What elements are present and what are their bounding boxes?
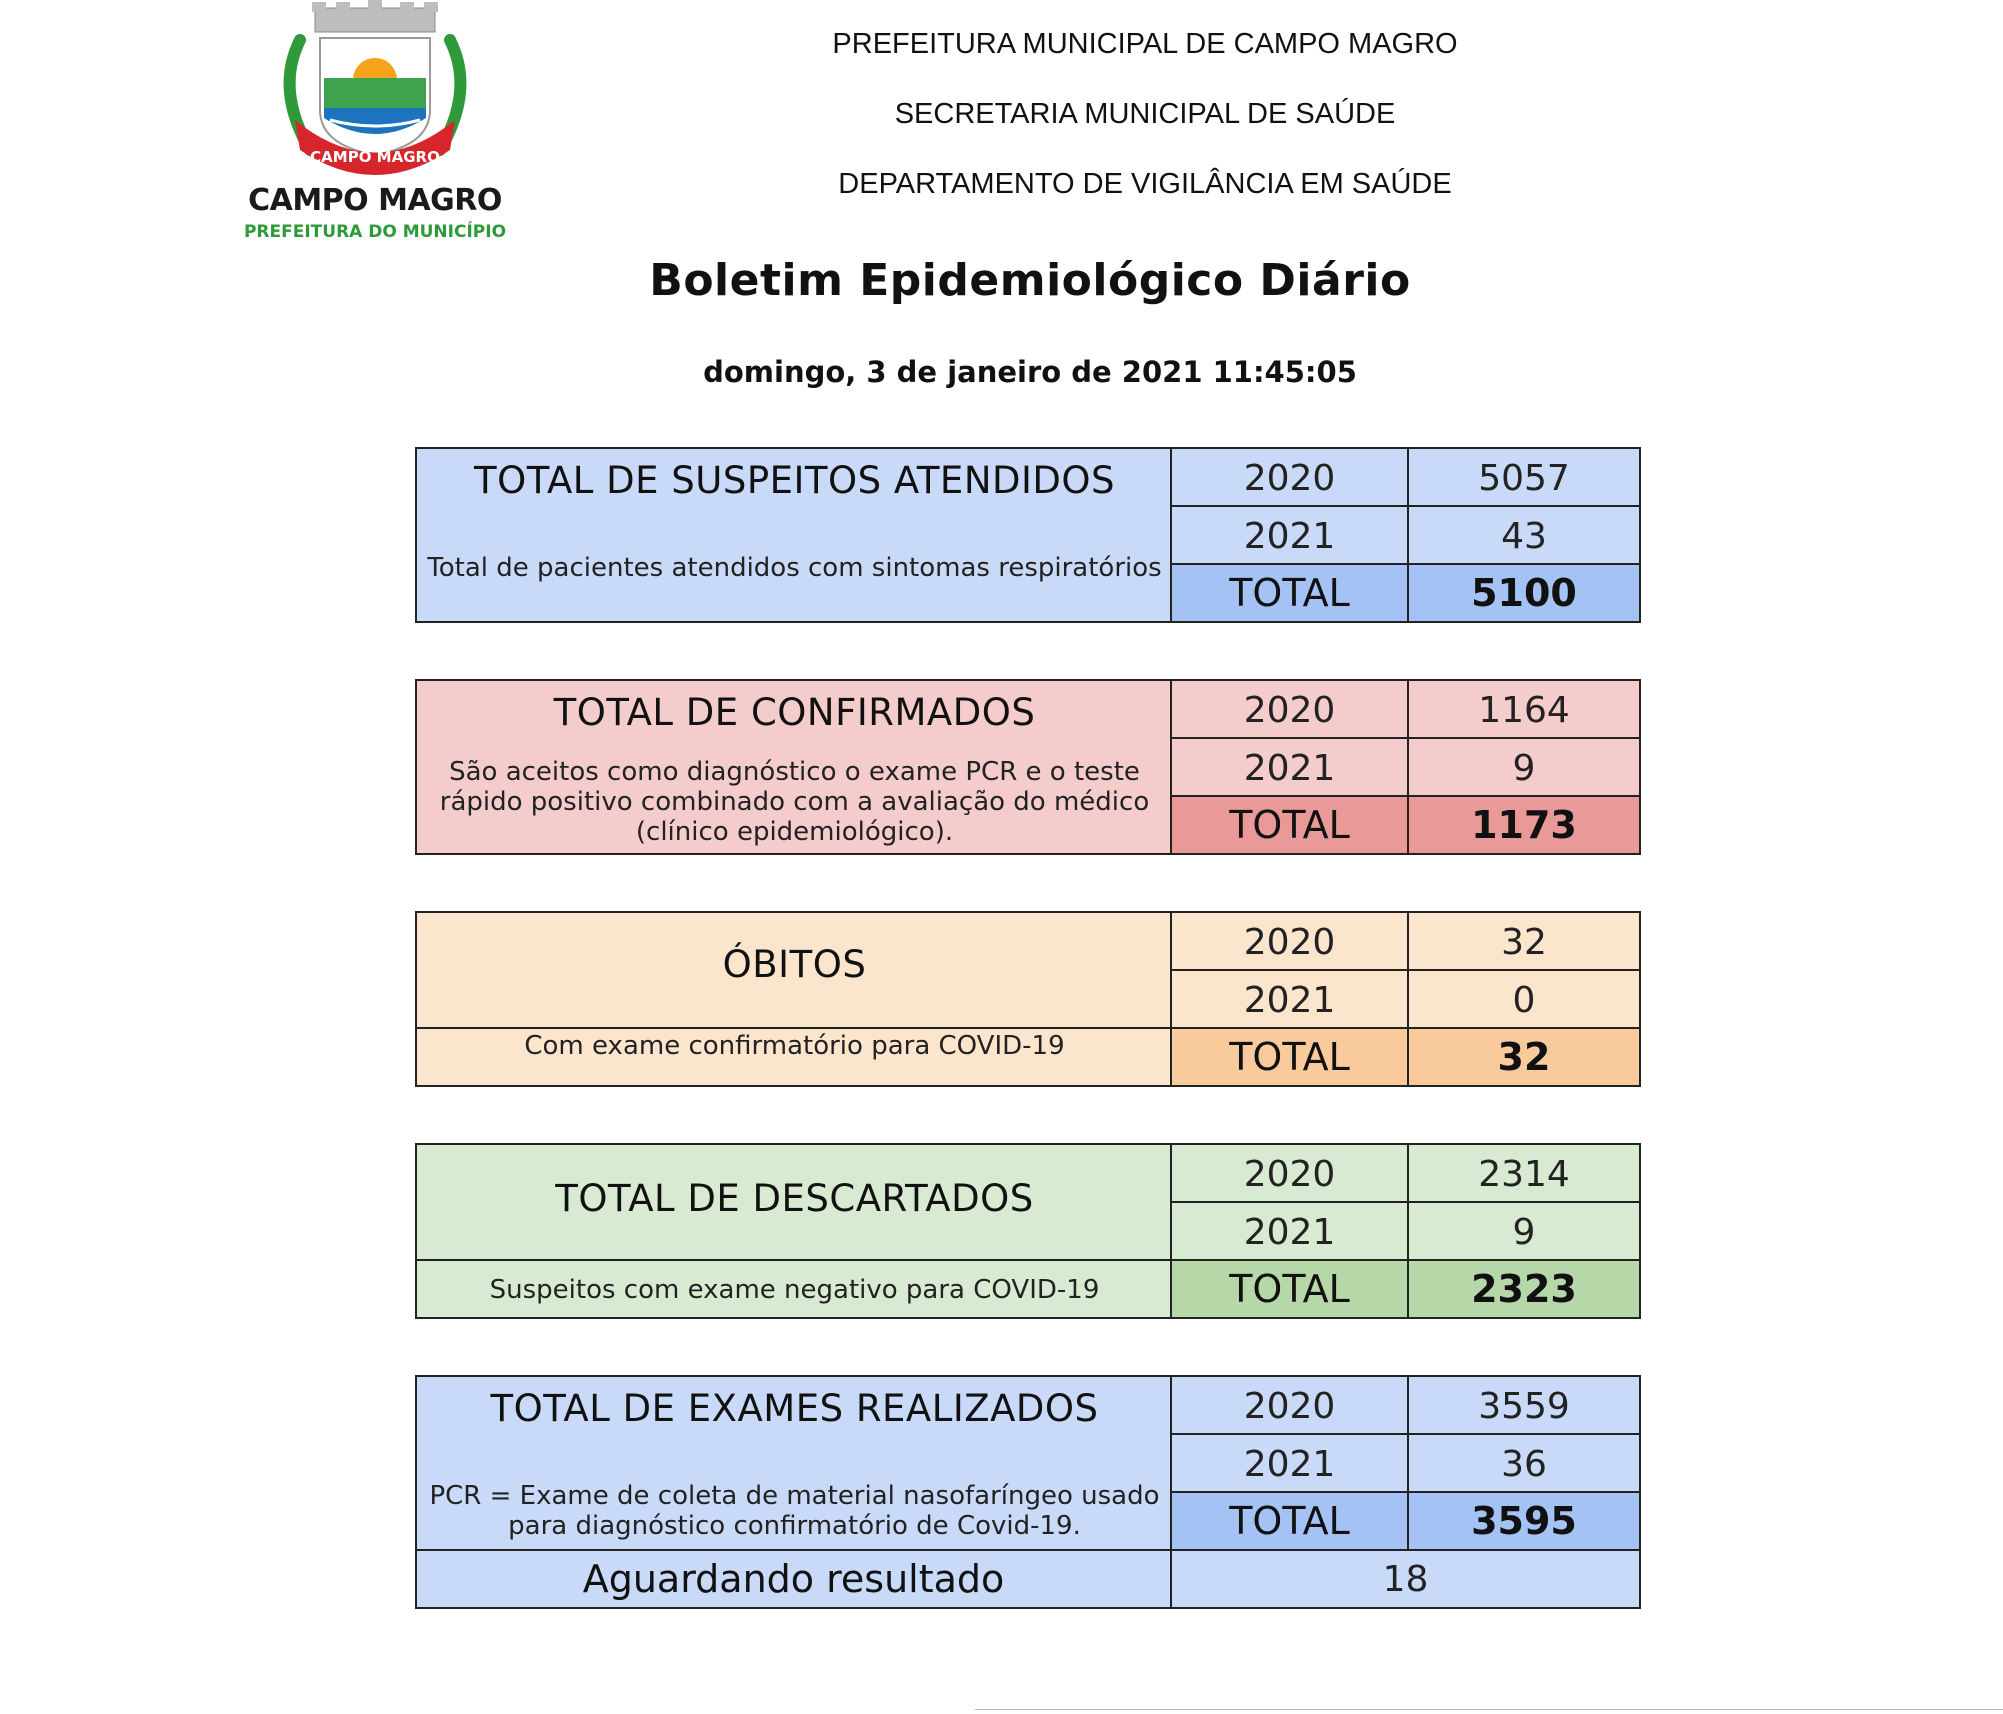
suspeitos-table xyxy=(415,447,1641,623)
descartados-total-value: 2323 xyxy=(1407,1261,1639,1317)
obitos-total-value: 32 xyxy=(1407,1029,1639,1085)
header-prefeitura: PREFEITURA MUNICIPAL DE CAMPO MAGRO xyxy=(832,28,1458,60)
obitos-description: Com exame confirmatório para COVID-19 xyxy=(524,1031,1065,1061)
confirmados-value-2021: 9 xyxy=(1407,739,1639,797)
exames-value-2021: 36 xyxy=(1407,1435,1639,1493)
suspeitos-value-2021: 43 xyxy=(1407,507,1639,565)
suspeitos-description: Total de pacientes atendidos com sintomas respiratórios xyxy=(427,553,1162,583)
report-datetime: domingo, 3 de janeiro de 2021 11:45:05 xyxy=(703,355,1357,389)
page-title: Boletim Epidemiológico Diário xyxy=(649,255,1411,306)
header-secretaria: SECRETARIA MUNICIPAL DE SAÚDE xyxy=(894,98,1396,130)
obitos-title: ÓBITOS xyxy=(722,943,867,986)
coat-of-arms-icon xyxy=(240,0,510,180)
footer-divider xyxy=(975,1709,2003,1710)
exames-value-2020: 3559 xyxy=(1407,1377,1639,1435)
obitos-year-2021: 2021 xyxy=(1243,979,1336,1021)
logo-name: CAMPO MAGRO xyxy=(248,183,502,218)
descartados-description: Suspeitos com exame negativo para COVID-19 xyxy=(489,1275,1100,1305)
suspeitos-total-value: 5100 xyxy=(1407,565,1639,621)
municipal-logo xyxy=(240,0,510,250)
obitos-year-2020: 2020 xyxy=(1243,921,1336,963)
descartados-value-2021: 9 xyxy=(1407,1203,1639,1261)
logo-ribbon-text: CAMPO MAGRO xyxy=(310,148,440,166)
descartados-year-2021: 2021 xyxy=(1243,1211,1336,1253)
suspeitos-total-label: TOTAL xyxy=(1172,565,1407,621)
confirmados-year-2021: 2021 xyxy=(1243,747,1336,789)
descartados-year-2020: 2020 xyxy=(1243,1153,1336,1195)
exames-total-label: TOTAL xyxy=(1172,1493,1407,1549)
descartados-value-2020: 2314 xyxy=(1407,1145,1639,1203)
suspeitos-year-2020: 2020 xyxy=(1243,457,1336,499)
header-departamento: DEPARTAMENTO DE VIGILÂNCIA EM SAÚDE xyxy=(838,168,1452,200)
confirmados-title: TOTAL DE CONFIRMADOS xyxy=(553,691,1036,734)
descartados-total-label: TOTAL xyxy=(1172,1261,1407,1317)
obitos-value-2021: 0 xyxy=(1407,971,1639,1029)
descartados-title: TOTAL DE DESCARTADOS xyxy=(555,1177,1034,1220)
aguardando-value: 18 xyxy=(1382,1558,1429,1600)
suspeitos-value-2020: 5057 xyxy=(1407,449,1639,507)
obitos-value-2020: 32 xyxy=(1407,913,1639,971)
suspeitos-title: TOTAL DE SUSPEITOS ATENDIDOS xyxy=(474,459,1115,502)
exames-table xyxy=(415,1375,1641,1609)
exames-title: TOTAL DE EXAMES REALIZADOS xyxy=(490,1387,1099,1430)
confirmados-description: São aceitos como diagnóstico o exame PCR e o teste rápido positivo combinado com a avaliação do médico (clínico epidemiológico). xyxy=(439,757,1150,847)
obitos-table xyxy=(415,911,1641,1087)
confirmados-total-value: 1173 xyxy=(1407,797,1639,853)
exames-description: PCR = Exame de coleta de material nasofaríngeo usado para diagnóstico confirmatório de Covid-19. xyxy=(429,1481,1160,1541)
exames-year-2020: 2020 xyxy=(1243,1385,1336,1427)
obitos-total-label: TOTAL xyxy=(1172,1029,1407,1085)
confirmados-table xyxy=(415,679,1641,855)
aguardando-label: Aguardando resultado xyxy=(417,1551,1172,1607)
logo-subtitle: PREFEITURA DO MUNICÍPIO xyxy=(243,222,507,242)
confirmados-year-2020: 2020 xyxy=(1243,689,1336,731)
confirmados-total-label: TOTAL xyxy=(1172,797,1407,853)
suspeitos-year-2021: 2021 xyxy=(1243,515,1336,557)
descartados-table xyxy=(415,1143,1641,1319)
exames-total-value: 3595 xyxy=(1407,1493,1639,1549)
confirmados-value-2020: 1164 xyxy=(1407,681,1639,739)
exames-year-2021: 2021 xyxy=(1243,1443,1336,1485)
